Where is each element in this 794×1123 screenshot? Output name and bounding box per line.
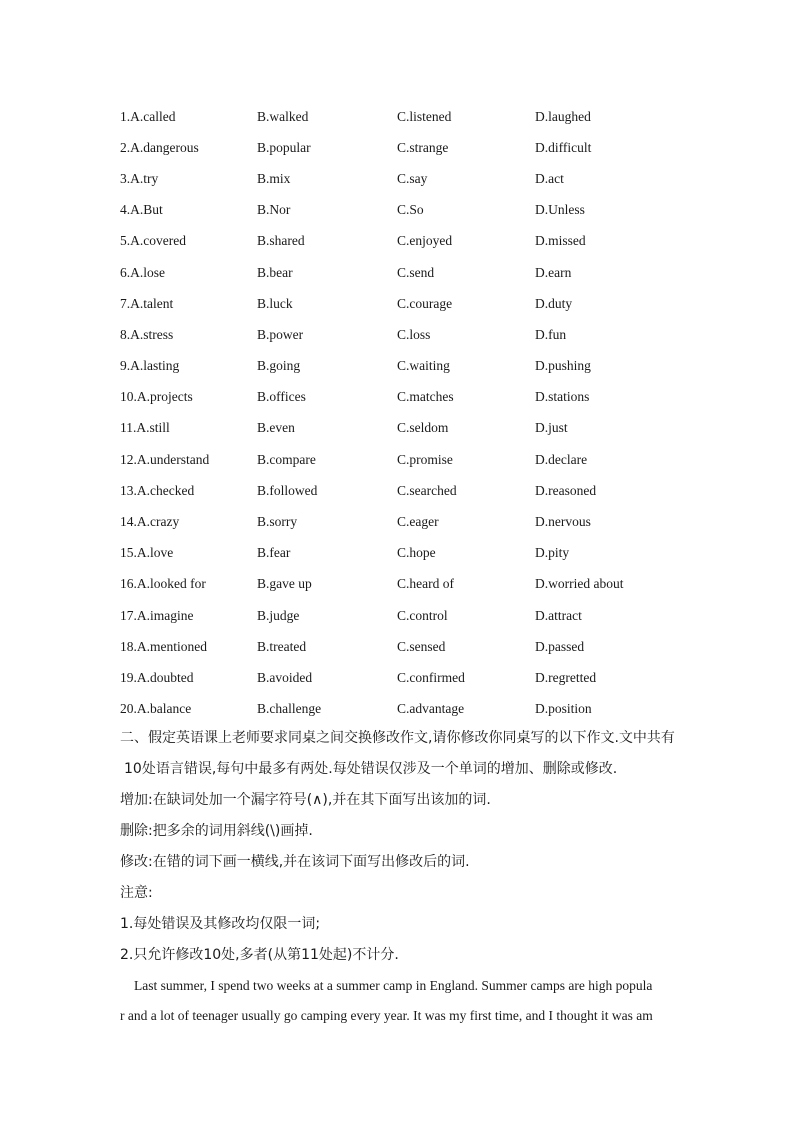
option-a: 4.A.But — [120, 202, 163, 218]
option-b: B.fear — [257, 545, 291, 561]
option-d: D.pushing — [535, 358, 591, 374]
option-d: D.worried about — [535, 576, 624, 592]
option-d: D.position — [535, 701, 592, 717]
option-c: C.confirmed — [397, 669, 465, 685]
section-heading-continued: 10处语言错误,每句中最多有两处.每处错误仅涉及一个单词的增加、删除或修改. — [124, 761, 618, 777]
option-c: C.listened — [397, 108, 452, 124]
note-item-2: 2.只允许修改10处,多者(从第11处起)不计分. — [120, 947, 399, 963]
option-a: 1.A.called — [120, 108, 176, 124]
option-d: D.laughed — [535, 108, 591, 124]
rule-delete: 删除:把多余的词用斜线(\)画掉. — [120, 823, 313, 839]
option-a: 11.A.still — [120, 420, 170, 436]
option-a: 14.A.crazy — [120, 514, 180, 530]
option-a: 6.A.lose — [120, 264, 165, 280]
option-d: D.pity — [535, 545, 570, 561]
option-c: C.courage — [397, 295, 453, 311]
option-row — [120, 319, 680, 350]
section-heading: 二、假定英语课上老师要求同桌之间交换修改作文,请你修改你同桌写的以下作文.文中共有 — [120, 730, 675, 746]
option-b: B.sorry — [257, 514, 298, 530]
option-a: 10.A.projects — [120, 389, 193, 405]
option-a: 3.A.try — [120, 170, 159, 186]
option-c: C.control — [397, 607, 448, 623]
option-c: C.say — [397, 170, 428, 186]
option-c: C.advantage — [397, 701, 465, 717]
passage-line: Last summer, I spend two weeks at a summer camp in England. Summer camps are high popula — [134, 978, 653, 993]
option-b: B.compare — [257, 451, 316, 467]
option-a: 8.A.stress — [120, 326, 174, 342]
option-c: C.sensed — [397, 638, 446, 654]
option-a: 15.A.love — [120, 545, 174, 561]
option-d: D.fun — [535, 326, 567, 342]
option-a: 12.A.understand — [120, 451, 210, 467]
option-c: C.enjoyed — [397, 233, 453, 249]
option-c: C.heard of — [397, 576, 454, 592]
option-c: C.loss — [397, 326, 431, 342]
option-d: D.duty — [535, 295, 573, 311]
option-row — [120, 413, 680, 444]
rule-modify: 修改:在错的词下画一横线,并在该词下面写出修改后的词. — [120, 854, 470, 870]
option-b: B.Nor — [257, 202, 291, 218]
option-b: B.even — [257, 420, 295, 436]
option-b: B.mix — [257, 170, 291, 186]
option-row — [120, 382, 680, 413]
option-c: C.seldom — [397, 420, 449, 436]
option-row — [120, 257, 680, 288]
option-a: 2.A.dangerous — [120, 139, 199, 155]
option-b: B.followed — [257, 482, 318, 498]
note-item-1: 1.每处错误及其修改均仅限一词; — [120, 916, 321, 932]
passage-line: r and a lot of teenager usually go camping every year. It was my first time, and I thought it was am — [120, 1008, 653, 1023]
option-row — [120, 163, 680, 194]
option-d: D.regretted — [535, 669, 597, 685]
option-b: B.offices — [257, 389, 306, 405]
option-b: B.challenge — [257, 701, 322, 717]
option-b: B.gave up — [257, 576, 312, 592]
option-b: B.going — [257, 358, 301, 374]
option-row — [120, 600, 680, 631]
option-row — [120, 538, 680, 569]
option-d: D.act — [535, 170, 564, 186]
option-d: D.missed — [535, 233, 586, 249]
option-d: D.attract — [535, 607, 582, 623]
option-b: B.walked — [257, 108, 309, 124]
option-row — [120, 694, 680, 725]
option-c: C.searched — [397, 482, 457, 498]
option-b: B.shared — [257, 233, 305, 249]
option-a: 18.A.mentioned — [120, 638, 207, 654]
option-row — [120, 288, 680, 319]
option-a: 13.A.checked — [120, 482, 195, 498]
option-b: B.popular — [257, 139, 311, 155]
note-heading: 注意: — [120, 885, 153, 901]
option-row — [120, 132, 680, 163]
rule-add: 增加:在缺词处加一个漏字符号(∧),并在其下面写出该加的词. — [120, 792, 491, 808]
option-a: 9.A.lasting — [120, 358, 180, 374]
option-d: D.nervous — [535, 514, 591, 530]
option-b: B.treated — [257, 638, 307, 654]
option-a: 7.A.talent — [120, 295, 174, 311]
option-b: B.avoided — [257, 669, 313, 685]
essay-passage — [120, 971, 680, 1031]
option-row — [120, 226, 680, 257]
option-d: D.earn — [535, 264, 572, 280]
option-a: 5.A.covered — [120, 233, 186, 249]
option-row — [120, 506, 680, 537]
option-c: C.send — [397, 264, 435, 280]
option-c: C.So — [397, 202, 424, 218]
option-b: B.bear — [257, 264, 293, 280]
option-row — [120, 195, 680, 226]
option-row — [120, 631, 680, 662]
option-d: D.difficult — [535, 139, 592, 155]
option-b: B.luck — [257, 295, 293, 311]
option-row — [120, 351, 680, 382]
option-row — [120, 569, 680, 600]
option-d: D.stations — [535, 389, 590, 405]
option-row — [120, 475, 680, 506]
answer-options-list — [120, 101, 680, 725]
option-d: D.declare — [535, 451, 588, 467]
option-c: C.waiting — [397, 358, 450, 374]
option-a: 19.A.doubted — [120, 669, 194, 685]
option-row — [120, 101, 680, 132]
option-d: D.reasoned — [535, 482, 597, 498]
option-row — [120, 662, 680, 693]
option-c: C.strange — [397, 139, 449, 155]
option-d: D.Unless — [535, 202, 585, 218]
option-a: 20.A.balance — [120, 701, 192, 717]
option-c: C.eager — [397, 514, 439, 530]
option-b: B.power — [257, 326, 304, 342]
option-c: C.promise — [397, 451, 453, 467]
option-c: C.matches — [397, 389, 454, 405]
option-a: 17.A.imagine — [120, 607, 194, 623]
option-d: D.passed — [535, 638, 585, 654]
option-b: B.judge — [257, 607, 300, 623]
option-c: C.hope — [397, 545, 436, 561]
correction-instructions — [120, 723, 690, 971]
option-d: D.just — [535, 420, 568, 436]
option-a: 16.A.looked for — [120, 576, 206, 592]
option-row — [120, 444, 680, 475]
